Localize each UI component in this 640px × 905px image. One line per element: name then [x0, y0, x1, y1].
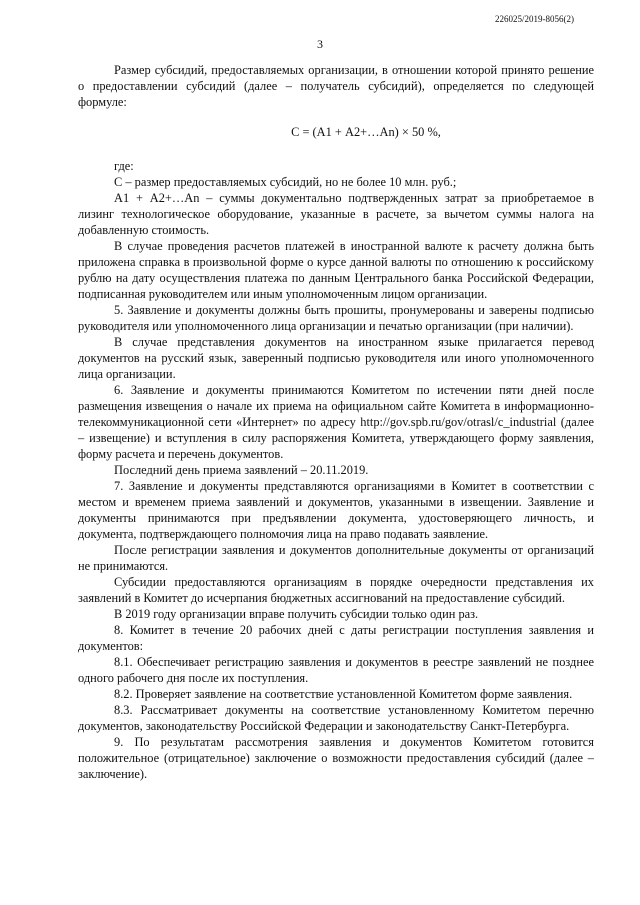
paragraph: 6. Заявление и документы принимаются Комитетом по истечении пяти дней после размещения извещения о начале их приема на официальном сайте Комитета в информационно-телекоммуникационной сети «Интернет» по адресу http://gov.spb.ru/gov/otrasl/c_industrial (далее – извещение) и вступления в силу распоряжения Комитета, утверждающего форму заявления, форму расчета и перечень документов.: [78, 383, 594, 461]
document-body: [78, 62, 594, 782]
paragraph: 5. Заявление и документы должны быть прошиты, пронумерованы и заверены подписью руководителя или уполномоченного лица организации и печатью организации (при наличии).: [78, 303, 594, 333]
document-number: 226025/2019-8056(2): [495, 14, 574, 24]
paragraph: 7. Заявление и документы представляются организациями в Комитет в соответствии с местом и временем приема заявлений и документов, указанными в извещении. Заявление и документы принимаются при предъявлении документа, удостоверяющего личность, и документа, подтверждающего полномочия лица на право подавать заявление.: [78, 479, 594, 541]
paragraph: В случае проведения расчетов платежей в иностранной валюте к расчету должна быть приложена справка в произвольной форме о курсе данной валюты по отношению к российскому рублю на дату осуществления платежа по данным Центрального банка Российской Федерации, подписанная руководителем или иным уполномоченным лицом организации.: [78, 239, 594, 301]
paragraph: 8. Комитет в течение 20 рабочих дней с даты регистрации поступления заявления и документов:: [78, 623, 594, 653]
paragraph: Субсидии предоставляются организациям в порядке очередности представления их заявлений в Комитет до исчерпания бюджетных ассигнований на предоставление субсидий.: [78, 575, 594, 605]
paragraph: 8.3. Рассматривает документы на соответствие установленному Комитетом перечню документов, законодательству Российской Федерации и законодательству Санкт-Петербурга.: [78, 703, 594, 733]
paragraph: 9. По результатам рассмотрения заявления и документов Комитетом готовится положительное (отрицательное) заключение о возможности предоставления субсидий (далее – заключение).: [78, 735, 594, 781]
paragraph: Размер субсидий, предоставляемых организации, в отношении которой принято решение о предоставлении субсидий (далее – получатель субсидий), определяется по следующей формуле:: [78, 63, 594, 109]
paragraph: В 2019 году организации вправе получить субсидии только один раз.: [114, 607, 479, 621]
paragraph: В случае представления документов на иностранном языке прилагается перевод документов на русский язык, заверенный подписью руководителя или иного уполномоченного лица организации.: [78, 335, 594, 381]
formula: С = (А1 + А2+…Аn) × 50 %,: [291, 125, 441, 139]
paragraph: С – размер предоставляемых субсидий, но не более 10 млн. руб.;: [114, 175, 457, 189]
paragraph: 8.2. Проверяет заявление на соответствие установленной Комитетом форме заявления.: [114, 687, 573, 701]
where-label: где:: [114, 159, 134, 173]
paragraph: 8.1. Обеспечивает регистрацию заявления и документов в реестре заявлений не позднее одного рабочего дня после их поступления.: [78, 655, 594, 685]
paragraph: После регистрации заявления и документов дополнительные документы от организаций не принимаются.: [78, 543, 594, 573]
page-number: 3: [317, 37, 323, 51]
paragraph: Последний день приема заявлений – 20.11.2019.: [114, 463, 369, 477]
paragraph: А1 + А2+…Аn – суммы документально подтвержденных затрат за приобретаемое в лизинг технологическое оборудование, указанные в расчете, за вычетом суммы налога на добавленную стоимость.: [78, 191, 594, 237]
